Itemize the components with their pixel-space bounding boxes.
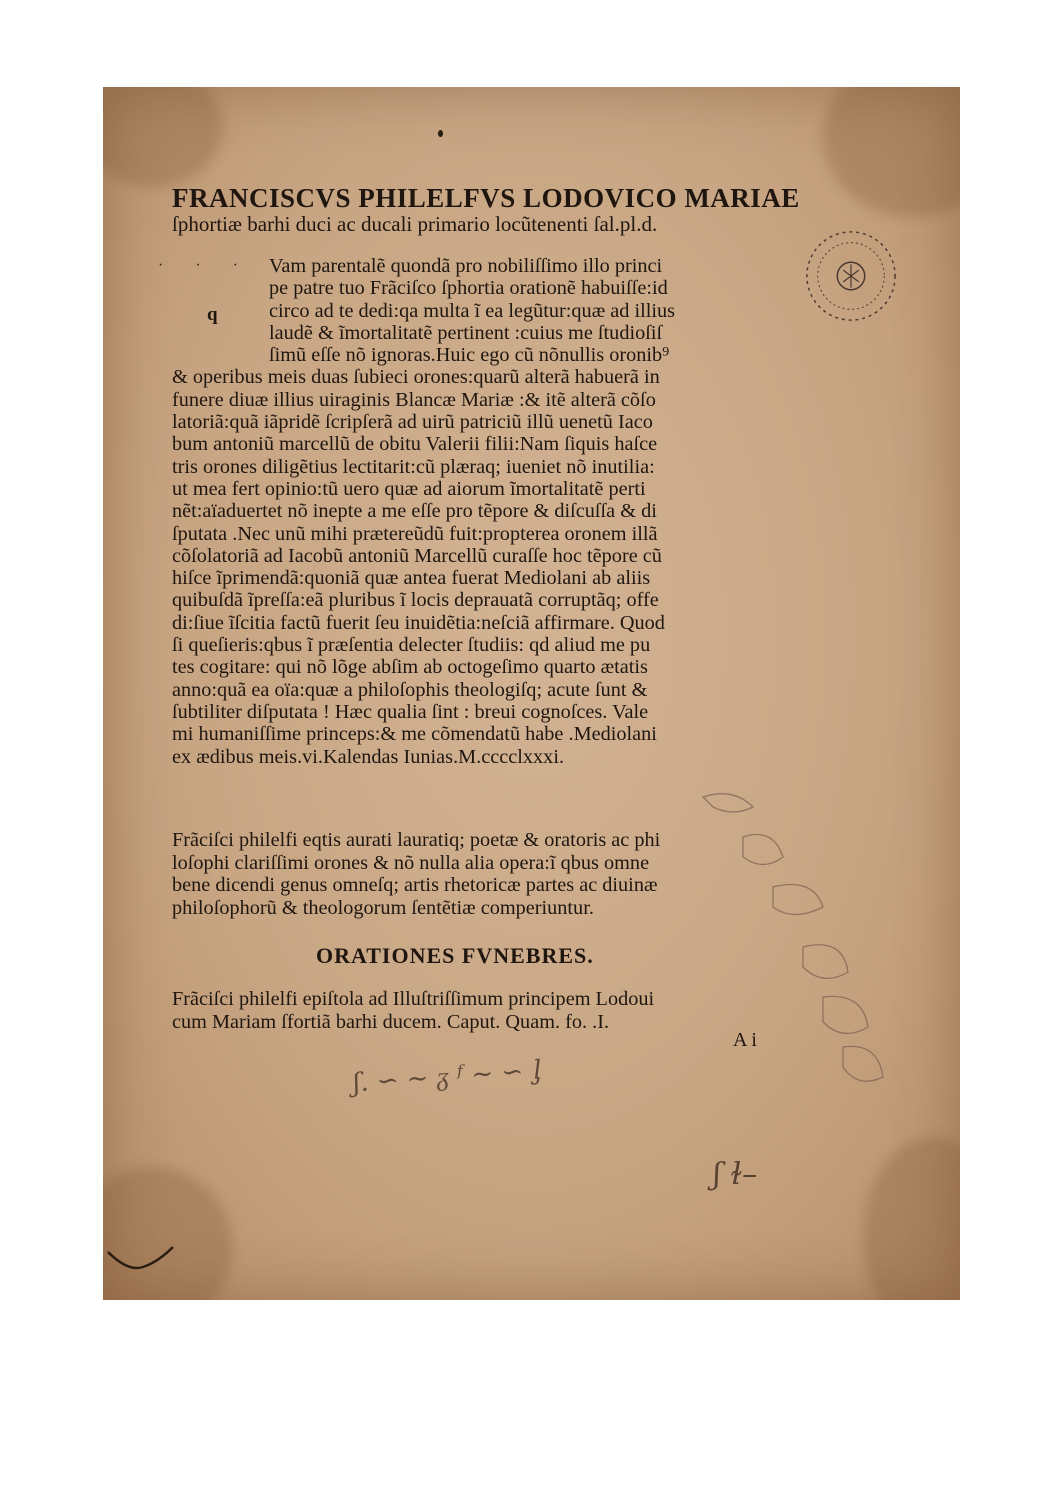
letter-text	[172, 255, 812, 768]
text-line: loſophi clariſſimi orones & nõ nulla alia opera:ĩ qbus omne	[172, 851, 650, 874]
text-line: philoſophorũ & theologorum ſentẽtiæ comperiuntur.	[172, 896, 594, 919]
book-page	[103, 87, 960, 1300]
text-line: quibuſdã ĩpreſſa:eã pluribus ĩ locis deprauatã corruptãq; offe	[172, 589, 659, 612]
text-line: pe patre tuo Frãciſco ſphortia orationẽ habuiſſe:id	[269, 277, 668, 300]
handwritten-note: ʃ. ∽ ~ ᵹ ᶠ ~ ∽ ᶅ	[352, 1055, 541, 1099]
text-line: ex ædibus meis.vi.Kalendas Iunias.M.cccclxxxi.	[172, 745, 565, 768]
text-line: latoriã:quã iãpridẽ ſcripſerã ad uirũ patriciũ illũ uenetũ Iaco	[172, 411, 653, 434]
text-line: tes cogitare: qui nõ lõge abſim ab octogeſimo quarto ætatis	[172, 656, 648, 679]
text-line: ſimũ eſſe nõ ignoras.Huic ego cũ nõnullis oronib⁹	[269, 344, 670, 367]
section-title: ORATIONES FVNEBRES.	[316, 943, 594, 968]
paper-stain	[103, 87, 223, 187]
text-line: & operibus meis duas ſubieci orones:quarũ alterã habuerã in	[172, 366, 660, 389]
text-line: laudẽ & ĩmortalitatẽ pertinent :cuius me ſtudioſiſ	[269, 321, 663, 344]
text-line: anno:quã ea oïa:quæ a philoſophis theologiſq; acute ſunt &	[172, 678, 648, 701]
heading-line-2: ſphortiæ barhi duci ac ducali primario locũtenenti ſal.pl.d.	[172, 212, 658, 236]
text-line: Frãciſci philelfi epiſtola ad Illuſtriſſimum principem Lodoui	[172, 988, 655, 1010]
text-line: circo ad te dedi:qa multa ĩ ea legũtur:quæ ad illius	[269, 299, 676, 322]
library-stamp-icon	[802, 227, 900, 325]
heading-line-1: FRANCISCVS PHILELFVS LODOVICO MARIAE	[172, 183, 800, 213]
binding-thread-icon	[103, 1242, 183, 1282]
text-line: cõſolatoriã ad Iacobũ antoniũ Marcellũ curaſſe hoc tẽpore cũ	[172, 544, 662, 567]
text-line: cum Mariam ſfortiã barhi ducem. Caput. Quam. fo. .I.	[172, 1011, 610, 1033]
signature-mark: A i	[733, 1029, 757, 1051]
text-line: ſi queſieris:qbus ĩ præſentia delecter ſtudiis: qd aliud me pu	[172, 634, 651, 657]
text-line: bum antoniũ marcellũ de obitu Valerii filii:Nam ſiquis haſce	[172, 433, 658, 456]
library-watermark-icon	[673, 777, 903, 1097]
text-line: Vam parentalẽ quondã pro nobiliſſimo illo princi	[269, 255, 663, 277]
text-line: ſubtiliter diſputata ! Hæc qualia ſint : breui cognoſces. Vale	[172, 700, 649, 723]
text-line: tris orones diligẽtius lectitarit:cũ plæraq; iueniet nõ inutilia:	[172, 455, 655, 478]
text-line: ut mea fert opinio:tũ uero quæ ad aiorum ĩmortalitatẽ perti	[172, 477, 646, 500]
text-line: mi humaniſſime princeps:& me cõmendatũ habe .Mediolani	[172, 723, 657, 746]
handwritten-shelfmark: ʃ ɫ–	[713, 1157, 758, 1192]
margin-dots: · · ·	[158, 257, 252, 274]
paper-stain	[863, 1137, 960, 1300]
chapter-heading	[172, 988, 654, 1034]
text-line: nẽt:aïaduertet nõ inepte a me eſſe pro tẽpore & diſcuſſa & di	[172, 500, 657, 523]
text-line: bene dicendi genus omneſq; artis rhetoricæ partes ac diuinæ	[172, 874, 658, 896]
guide-letter: q	[207, 304, 218, 325]
ink-dot	[438, 130, 443, 137]
text-line: ſputata .Nec unũ mihi prætereũdũ fuit:propterea oronem illã	[172, 522, 658, 545]
paper-stain	[823, 87, 960, 217]
text-line: di:ſiue ĩſcitia factũ fuerit ſeu inuidẽtia:neſciã affirmare. Quod	[172, 611, 665, 634]
text-line: Frãciſci philelfi eqtis aurati lauratiq; poetæ & oratoris ac phi	[172, 829, 661, 851]
text-line: funere diuæ illius uiraginis Blancæ Mariæ :& itẽ alterã cõſo	[172, 388, 656, 411]
text-line: hiſce ĩprimendã:quoniã quæ antea fuerat Mediolani ab aliis	[172, 567, 651, 590]
